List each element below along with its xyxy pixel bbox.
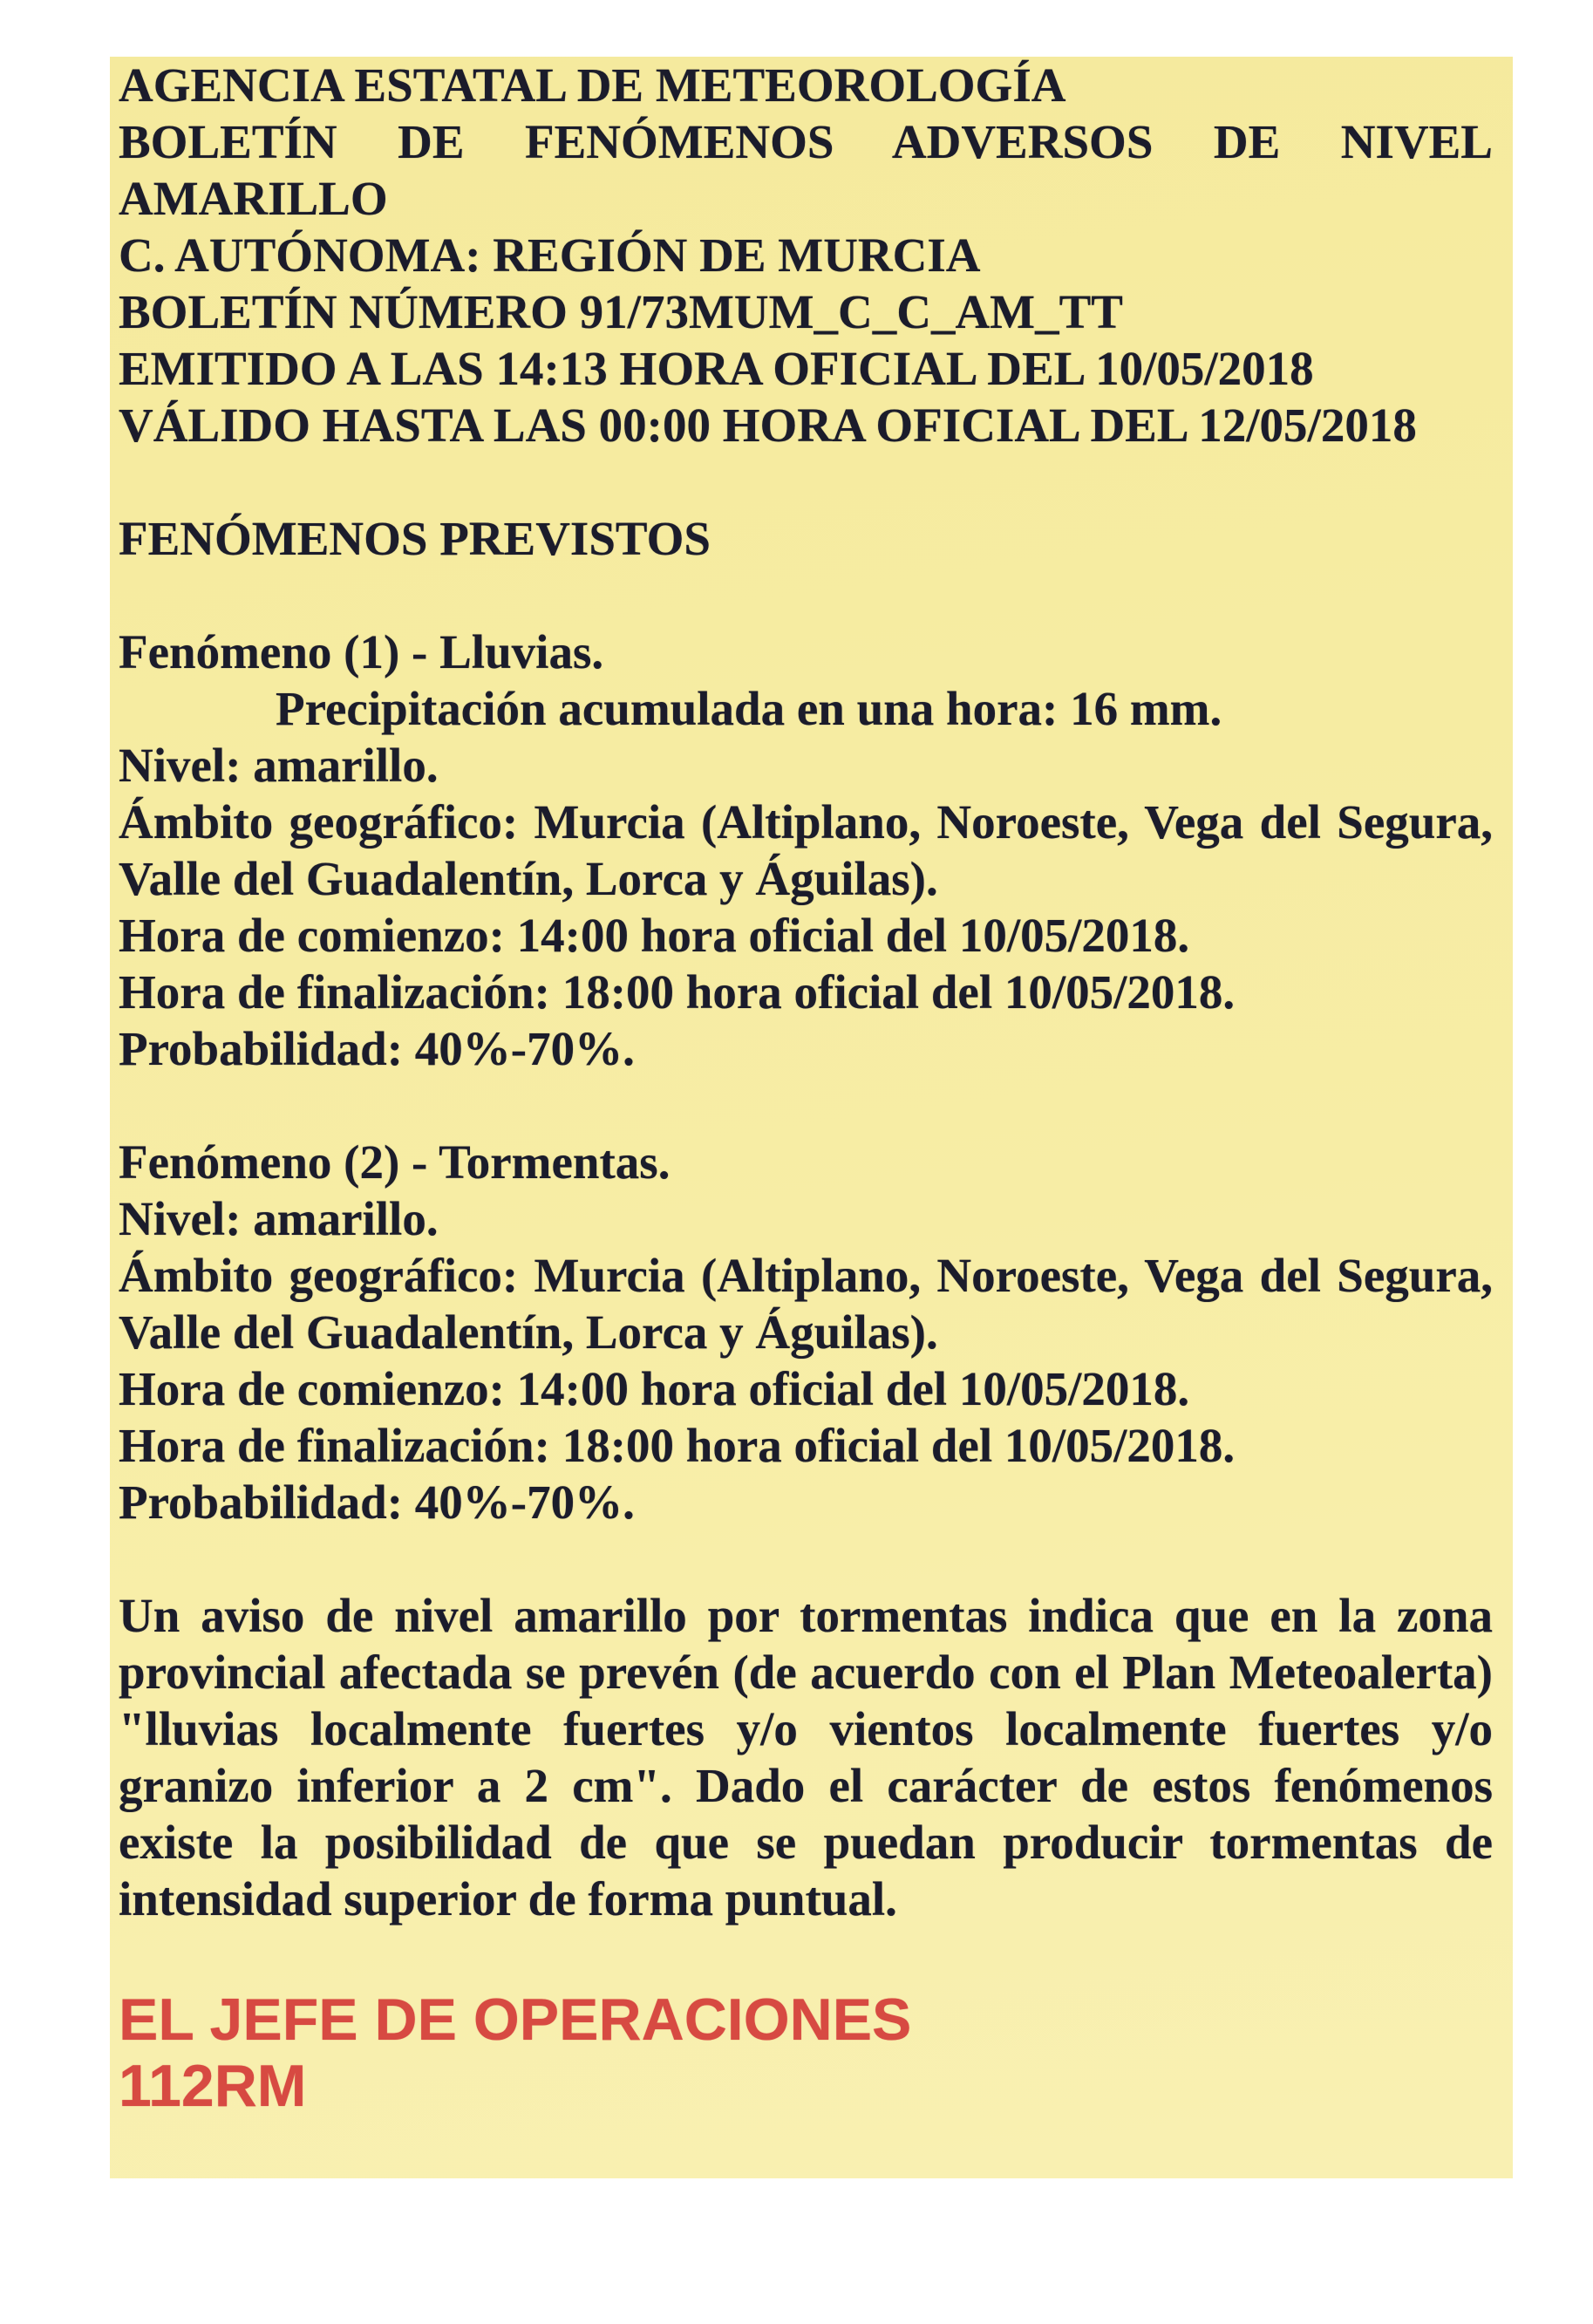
notice-line-6: intensidad superior de forma puntual. bbox=[119, 1872, 897, 1925]
phenomenon-2-probability: Probabilidad: 40%-70%. bbox=[119, 1476, 635, 1529]
section-title: FENÓMENOS PREVISTOS bbox=[119, 512, 711, 565]
signature-org: 112RM bbox=[119, 2053, 307, 2119]
autonomous-community: C. AUTÓNOMA: REGIÓN DE MURCIA bbox=[119, 228, 981, 282]
issued-timestamp: EMITIDO A LAS 14:13 HORA OFICIAL DEL 10/05/2018 bbox=[119, 342, 1314, 395]
bulletin-type-line2: AMARILLO bbox=[119, 172, 388, 225]
phenomenon-1-level: Nivel: amarillo. bbox=[119, 739, 439, 792]
phenomenon-1-scope-line1: Ámbito geográfico: Murcia (Altiplano, Noroeste, Vega del Segura, bbox=[119, 795, 1493, 848]
notice-line-2: provincial afectada se prevén (de acuerdo con el Plan Meteoalerta) bbox=[119, 1646, 1493, 1699]
notice-line-4: granizo inferior a 2 cm". Dado el carácter de estos fenómenos bbox=[119, 1759, 1493, 1812]
phenomenon-2-scope-line2: Valle del Guadalentín, Lorca y Águilas). bbox=[119, 1305, 938, 1359]
phenomenon-1 bbox=[119, 624, 1493, 1077]
advisory-notice bbox=[119, 1587, 1493, 1927]
signature-block bbox=[119, 1987, 1493, 2119]
bulletin-header bbox=[119, 57, 1493, 453]
notice-line-1: Un aviso de nivel amarillo por tormentas indica que en la zona bbox=[119, 1589, 1493, 1642]
phenomenon-1-probability: Probabilidad: 40%-70%. bbox=[119, 1022, 635, 1075]
bulletin-number: BOLETÍN NÚMERO 91/73MUM_C_C_AM_TT bbox=[119, 285, 1123, 338]
bulletin-type-line1: BOLETÍN DE FENÓMENOS ADVERSOS DE NIVEL bbox=[119, 115, 1493, 168]
phenomenon-2-title: Fenómeno (2) - Tormentas. bbox=[119, 1135, 671, 1189]
phenomenon-2-scope-line1: Ámbito geográfico: Murcia (Altiplano, Noroeste, Vega del Segura, bbox=[119, 1249, 1493, 1302]
phenomenon-1-end-time: Hora de finalización: 18:00 hora oficial del 10/05/2018. bbox=[119, 965, 1236, 1019]
phenomenon-1-scope-line2: Valle del Guadalentín, Lorca y Águilas). bbox=[119, 852, 938, 905]
phenomenon-2 bbox=[119, 1134, 1493, 1530]
phenomenon-2-level: Nivel: amarillo. bbox=[119, 1192, 439, 1245]
phenomenon-1-start-time: Hora de comienzo: 14:00 hora oficial del 10/05/2018. bbox=[119, 909, 1190, 962]
phenomenon-2-end-time: Hora de finalización: 18:00 hora oficial del 10/05/2018. bbox=[119, 1419, 1236, 1472]
signature-role: EL JEFE DE OPERACIONES bbox=[119, 1987, 912, 2053]
phenomenon-1-title: Fenómeno (1) - Lluvias. bbox=[119, 625, 604, 678]
valid-until-timestamp: VÁLIDO HASTA LAS 00:00 HORA OFICIAL DEL 12/05/2018 bbox=[119, 399, 1417, 452]
bulletin-paper bbox=[110, 57, 1513, 2178]
agency-name: AGENCIA ESTATAL DE METEOROLOGÍA bbox=[119, 58, 1066, 112]
notice-line-3: "lluvias localmente fuertes y/o vientos localmente fuertes y/o bbox=[119, 1702, 1493, 1755]
phenomenon-2-start-time: Hora de comienzo: 14:00 hora oficial del 10/05/2018. bbox=[119, 1362, 1190, 1415]
phenomenon-1-detail: Precipitación acumulada en una hora: 16 mm. bbox=[276, 682, 1222, 735]
notice-line-5: existe la posibilidad de que se puedan producir tormentas de bbox=[119, 1816, 1493, 1869]
